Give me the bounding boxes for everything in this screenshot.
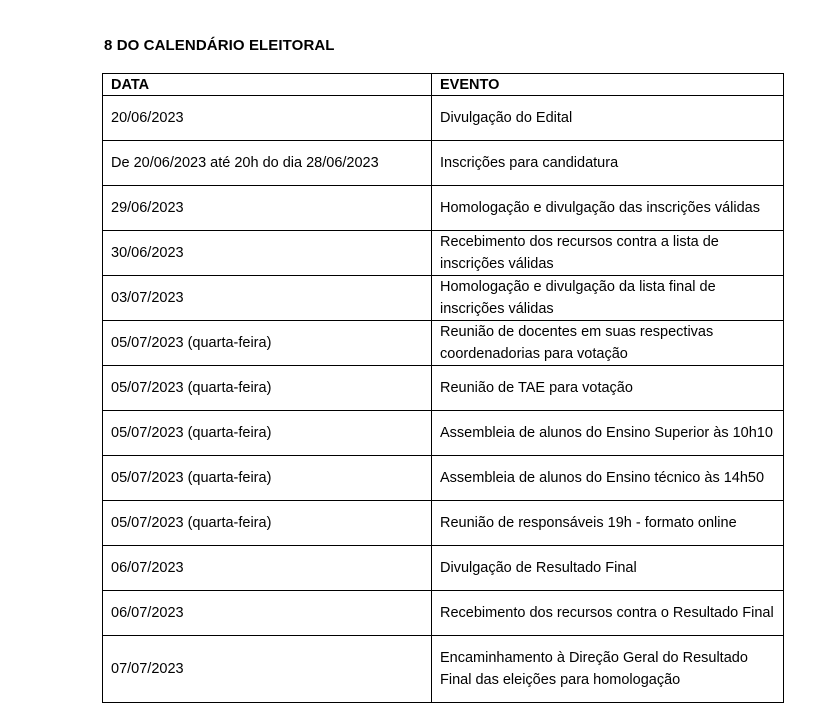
event-cell: Reunião de TAE para votação	[432, 366, 784, 411]
date-cell: 03/07/2023	[103, 276, 432, 321]
table-row	[103, 546, 784, 591]
event-cell: Assembleia de alunos do Ensino Superior às 10h10	[432, 411, 784, 456]
event-cell: Homologação e divulgação da lista final de inscrições válidas	[432, 276, 784, 321]
table-row	[103, 321, 784, 366]
table-row	[103, 141, 784, 186]
event-cell: Recebimento dos recursos contra a lista de inscrições válidas	[432, 231, 784, 276]
table-row	[103, 456, 784, 501]
table-header-row	[103, 74, 784, 96]
event-cell: Divulgação do Edital	[432, 96, 784, 141]
event-cell: Homologação e divulgação das inscrições válidas	[432, 186, 784, 231]
electoral-calendar-table	[102, 73, 784, 703]
date-cell: 05/07/2023 (quarta-feira)	[103, 321, 432, 366]
event-cell: Recebimento dos recursos contra o Resultado Final	[432, 591, 784, 636]
table-row	[103, 96, 784, 141]
date-cell: 05/07/2023 (quarta-feira)	[103, 456, 432, 501]
table-row	[103, 636, 784, 703]
table-row	[103, 591, 784, 636]
date-cell: 29/06/2023	[103, 186, 432, 231]
date-cell: 06/07/2023	[103, 546, 432, 591]
table-row	[103, 501, 784, 546]
table-row	[103, 186, 784, 231]
table-row	[103, 366, 784, 411]
date-cell: 05/07/2023 (quarta-feira)	[103, 501, 432, 546]
section-title: 8 DO CALENDÁRIO ELEITORAL	[104, 37, 335, 54]
date-cell: 05/07/2023 (quarta-feira)	[103, 366, 432, 411]
event-cell: Encaminhamento à Direção Geral do Resultado Final das eleições para homologação	[432, 636, 784, 703]
date-cell: 07/07/2023	[103, 636, 432, 703]
event-cell: Reunião de responsáveis 19h - formato online	[432, 501, 784, 546]
table-row	[103, 411, 784, 456]
date-cell: 30/06/2023	[103, 231, 432, 276]
date-cell: 20/06/2023	[103, 96, 432, 141]
date-cell: De 20/06/2023 até 20h do dia 28/06/2023	[103, 141, 432, 186]
date-cell: 06/07/2023	[103, 591, 432, 636]
event-cell: Reunião de docentes em suas respectivas coordenadorias para votação	[432, 321, 784, 366]
event-cell: Divulgação de Resultado Final	[432, 546, 784, 591]
event-cell: Inscrições para candidatura	[432, 141, 784, 186]
date-cell: 05/07/2023 (quarta-feira)	[103, 411, 432, 456]
table-row	[103, 231, 784, 276]
table-row	[103, 276, 784, 321]
column-header-date: DATA	[103, 74, 432, 96]
event-cell: Assembleia de alunos do Ensino técnico às 14h50	[432, 456, 784, 501]
column-header-event: EVENTO	[432, 74, 784, 96]
